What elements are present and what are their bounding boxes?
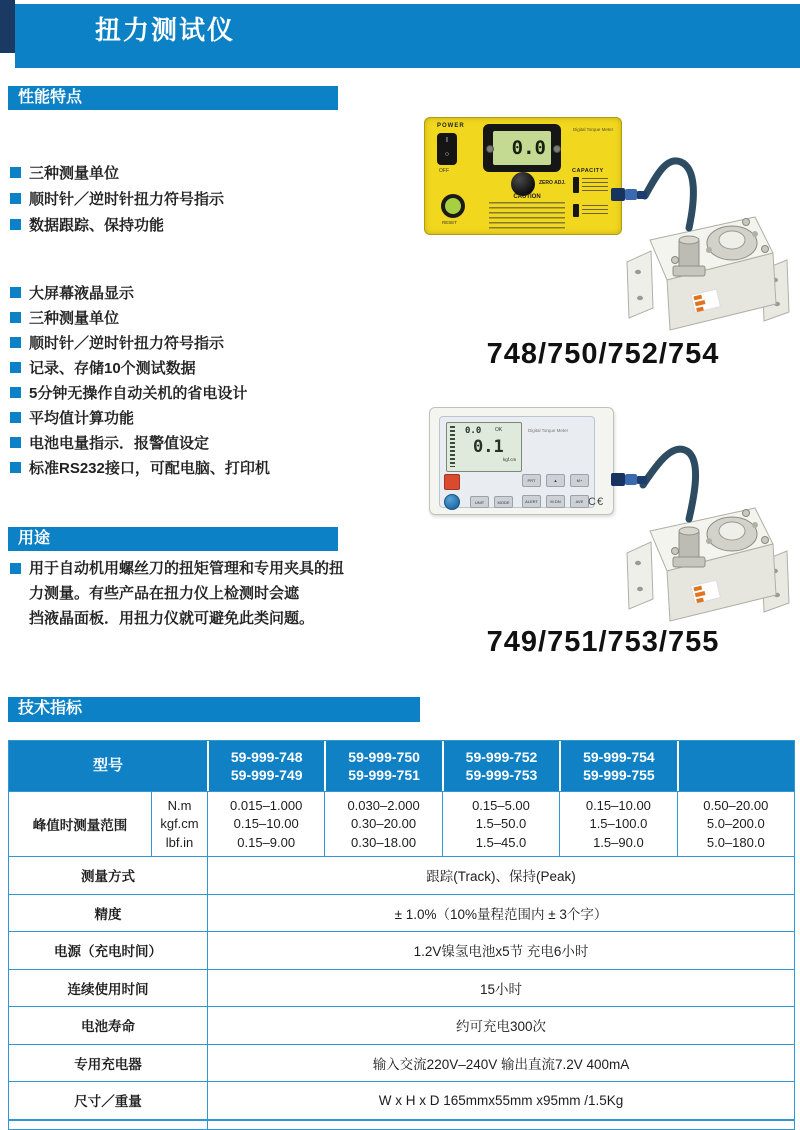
- bullet-icon: [10, 563, 21, 574]
- list-item: 记录、存储10个测试数据: [10, 355, 410, 380]
- range-label-cell: 峰值时测量范围: [32, 818, 128, 833]
- caution-label: CAUTION: [513, 194, 541, 200]
- range-values-cell: 0.15–5.00 1.5–50.0 1.5–45.0: [442, 792, 559, 856]
- list-item: 数据跟踪、保持功能: [10, 211, 410, 237]
- usage-line: 力测量。有些产品在扭力仪上检测时会遮: [29, 585, 300, 602]
- lcd-top-value: 0.0: [465, 426, 482, 436]
- feature-list-2: [10, 280, 410, 480]
- alert-button: ALERT: [522, 495, 541, 508]
- section-header-usage: 用途: [8, 527, 338, 551]
- table-header-row: [9, 741, 794, 791]
- list-item: 顺时针／逆时针扭力符号指示: [10, 330, 410, 355]
- navy-accent-block: [0, 0, 15, 53]
- memory-button: M+: [570, 474, 589, 487]
- table-row: 电池寿命 约可充电300次: [9, 1006, 794, 1044]
- range-values-cell: 0.030–2.000 0.30–20.00 0.30–18.00: [324, 792, 441, 856]
- capacity-label: CAPACITY: [572, 168, 604, 174]
- ce-mark: C€: [588, 496, 605, 508]
- bullet-icon: [10, 387, 21, 398]
- model-header-cell: 59-999-752 59-999-753: [442, 741, 559, 791]
- average-button: AVE: [570, 495, 589, 508]
- spec-table: [8, 740, 795, 1130]
- torque-sensor-illustration: [405, 100, 800, 370]
- table-row: 尺寸／重量 W x H x D 165mmx55mm x95mm /1.5Kg: [9, 1081, 794, 1119]
- product-caption-749: 749/751/753/755: [486, 626, 720, 658]
- print-button: PRT: [522, 474, 541, 487]
- brand-text: Digital Torque Meter: [528, 428, 569, 433]
- list-item: 大屏幕液晶显示: [10, 280, 410, 305]
- usage-line: 用于自动机用螺丝刀的扭矩管理和专用夹具的扭: [10, 556, 420, 581]
- range-values-cell: 0.50–20.00 5.0–200.0 5.0–180.0: [677, 792, 794, 856]
- feature-list-1: [10, 159, 410, 237]
- model-header-cell: 59-999-754 59-999-755: [559, 741, 676, 791]
- range-values-cell: 0.015–1.000 0.15–10.00 0.15–9.00: [207, 792, 324, 856]
- off-label: OFF: [439, 168, 449, 174]
- model-header-cell-empty: [677, 741, 794, 791]
- memory-down-button: M.DN: [546, 495, 565, 508]
- list-item: 三种测量单位: [10, 159, 410, 185]
- reset-label: RESET: [442, 220, 458, 225]
- bullet-icon: [10, 412, 21, 423]
- brand-text: Digital Torque Meter: [573, 127, 614, 132]
- torque-sensor-illustration: [405, 395, 800, 665]
- power-label: POWER: [437, 123, 465, 129]
- lcd-ok-indicator: OK: [495, 427, 503, 433]
- model-header-cell: 59-999-750 59-999-751: [324, 741, 441, 791]
- bullet-icon: [10, 219, 21, 230]
- usage-line: 挡液晶面板．用扭力仪就可避免此类问题。: [29, 610, 315, 627]
- model-header-cell: 59-999-748 59-999-749: [207, 741, 324, 791]
- list-item: 电池电量指示．报警值设定: [10, 430, 410, 455]
- list-item: 平均值计算功能: [10, 405, 410, 430]
- bullet-icon: [10, 167, 21, 178]
- power-switch: I ○: [437, 133, 457, 165]
- table-row: 连续使用时间 15小时: [9, 969, 794, 1007]
- table-row-clipped: [9, 1119, 794, 1129]
- table-row: 电源（充电时间） 1.2V镍氢电池x5节 充电6小时: [9, 931, 794, 969]
- bullet-icon: [10, 462, 21, 473]
- product-caption-748: 748/750/752/754: [486, 338, 720, 370]
- up-button: ▲: [546, 474, 565, 487]
- lcd-unit-label: kgf.cm: [503, 457, 517, 462]
- table-row: 专用充电器 输入交流220V–240V 输出直流7.2V 400mA: [9, 1044, 794, 1082]
- bullet-icon: [10, 362, 21, 373]
- range-values-cell: 0.15–10.00 1.5–100.0 1.5–90.0: [559, 792, 676, 856]
- lcd-display: 0.0: [493, 131, 551, 165]
- bullet-icon: [10, 437, 21, 448]
- bullet-icon: [10, 312, 21, 323]
- range-units-cell: N.m kgf.cm lbf.in: [151, 792, 207, 856]
- list-item: 顺时针／逆时针扭力符号指示: [10, 185, 410, 211]
- section-header-features: 性能特点: [8, 86, 338, 110]
- title-bar: [15, 4, 800, 68]
- bullet-icon: [10, 287, 21, 298]
- lcd-main-value: 0.1: [473, 437, 504, 457]
- list-item: 标准RS232接口，可配电脑、打印机: [10, 455, 410, 480]
- page-title: 扭力测试仪: [95, 15, 236, 45]
- unit-button: UNIT: [470, 496, 489, 508]
- model-header-cell: 型号: [92, 757, 123, 774]
- usage-paragraph: [10, 556, 420, 631]
- list-item: 5分钟无操作自动关机的省电设计: [10, 380, 410, 405]
- bullet-icon: [10, 337, 21, 348]
- mode-button: MODE: [494, 496, 513, 508]
- zero-adj-label: ZERO ADJ.: [539, 180, 566, 186]
- table-row: 测量方式 跟踪(Track)、保持(Peak): [9, 856, 794, 894]
- table-range-row: [9, 791, 794, 856]
- table-row: 精度 ± 1.0%（10%量程范围内 ± 3个字）: [9, 894, 794, 932]
- bullet-icon: [10, 193, 21, 204]
- section-header-specs: 技术指标: [8, 697, 420, 722]
- list-item: 三种测量单位: [10, 305, 410, 330]
